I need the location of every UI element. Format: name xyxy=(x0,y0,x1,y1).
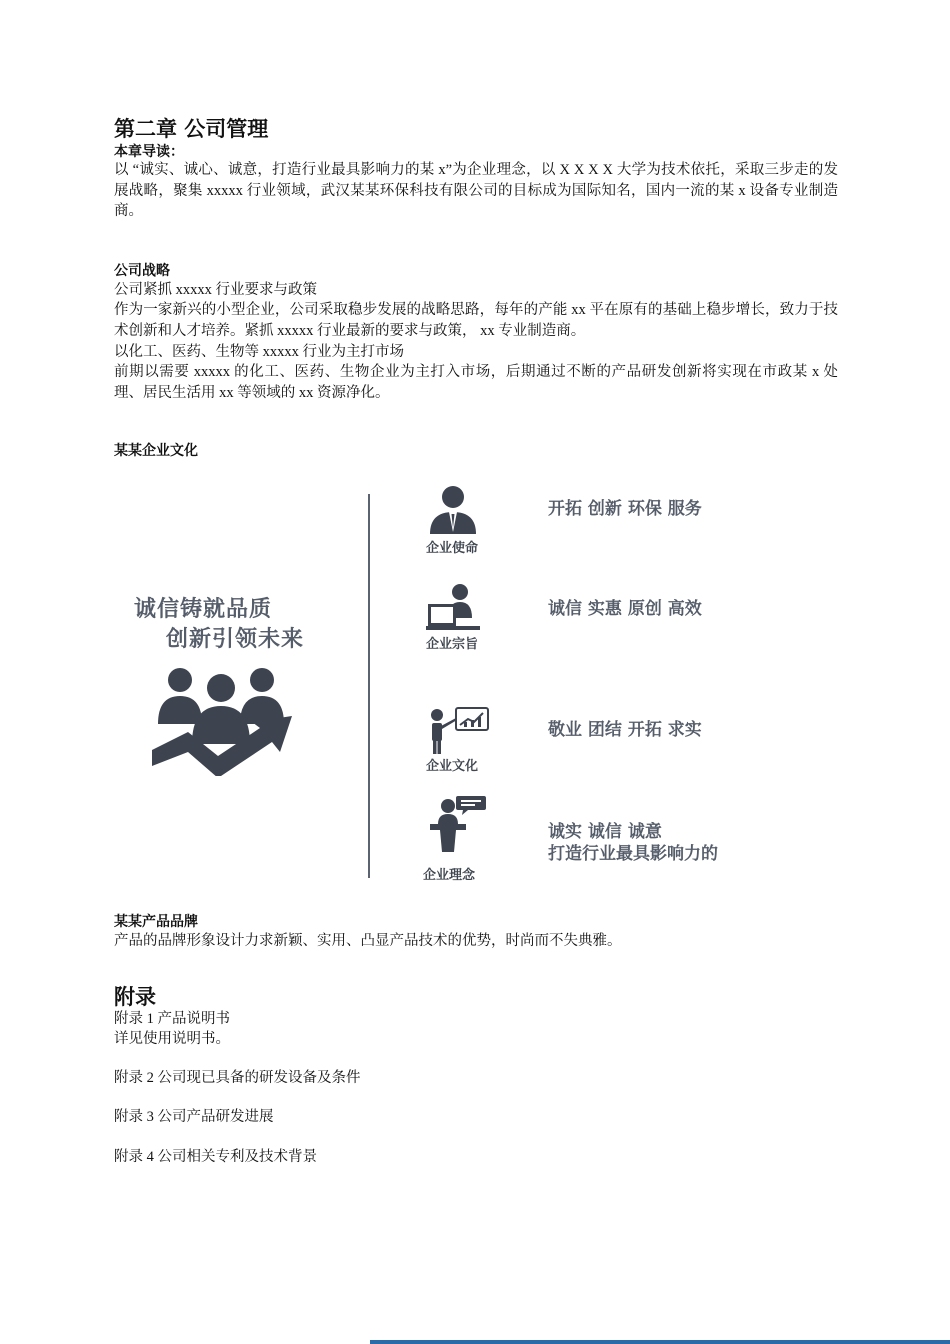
caption-culture: 企业文化 xyxy=(426,759,479,774)
caption-mission: 企业使命 xyxy=(426,541,479,556)
laptop-user-icon xyxy=(426,582,482,632)
intro-heading: 本章导读： xyxy=(114,144,184,160)
appendix-item-1: 附录 1 产品说明书 xyxy=(114,1011,230,1027)
businessman-icon xyxy=(428,484,478,534)
intro-paragraph: 以 “诚实、诚心、诚意，打造行业最具影响力的某 x”为企业理念，以 X X X X 大学为技术依托，采取三步走的发展战略，聚集 xxxxx 行业领域，武汉某某环保科技有限公司的目标成为国际知名，国内一流的某 x 设备专业制造商。 xyxy=(114,162,838,219)
footer-accent-bar xyxy=(370,1340,950,1344)
appendix-item-4: 附录 4 公司相关专利及技术背景 xyxy=(114,1149,317,1165)
presenter-chart-icon xyxy=(428,706,490,754)
brand-heading: 某某产品品牌 xyxy=(114,914,198,930)
appendix-item-2: 附录 2 公司现已具备的研发设备及条件 xyxy=(114,1070,361,1086)
value-philosophy-line-2: 打造行业最具影响力的 xyxy=(548,844,718,864)
slogan-line-1: 诚信铸就品质 xyxy=(134,597,273,622)
caption-philosophy: 企业理念 xyxy=(423,868,476,883)
slogan-line-2: 创新引领未来 xyxy=(166,627,305,652)
chapter-title: 第二章 公司管理 xyxy=(114,117,269,141)
strategy-heading: 公司战略 xyxy=(114,263,170,279)
speaker-podium-icon xyxy=(428,794,486,854)
appendix-title: 附录 xyxy=(114,985,156,1009)
value-philosophy-line-1: 诚实 诚信 诚意 xyxy=(548,822,662,842)
caption-purpose: 企业宗旨 xyxy=(426,637,479,652)
team-growth-icon xyxy=(148,666,298,776)
appendix-item-1-note: 详见使用说明书。 xyxy=(114,1031,230,1047)
culture-heading: 某某企业文化 xyxy=(114,443,198,459)
culture-infographic xyxy=(114,478,838,888)
appendix-item-3: 附录 3 公司产品研发进展 xyxy=(114,1109,274,1125)
vertical-divider xyxy=(368,494,370,878)
strategy-paragraph-1: 作为一家新兴的小型企业，公司采取稳步发展的战略思路，每年的产能 xx 平在原有的基础上稳步增长，致力于技术创新和人才培养。紧抓 xxxxx 行业最新的要求与政策， xx 专业制造商。 xyxy=(114,302,838,339)
strategy-subheading-2: 以化工、医药、生物等 xxxxx 行业为主打市场 xyxy=(114,344,404,360)
value-culture: 敬业 团结 开拓 求实 xyxy=(548,720,702,740)
value-purpose: 诚信 实惠 原创 高效 xyxy=(548,599,702,619)
strategy-subheading-1: 公司紧抓 xxxxx 行业要求与政策 xyxy=(114,282,317,298)
brand-paragraph: 产品的品牌形象设计力求新颖、实用、凸显产品技术的优势，时尚而不失典雅。 xyxy=(114,933,622,949)
value-mission: 开拓 创新 环保 服务 xyxy=(548,499,702,519)
strategy-paragraph-2: 前期以需要 xxxxx 的化工、医药、生物企业为主打入市场，后期通过不断的产品研发创新将实现在市政某 x 处理、居民生活用 xx 等领域的 xx 资源净化。 xyxy=(114,364,838,401)
